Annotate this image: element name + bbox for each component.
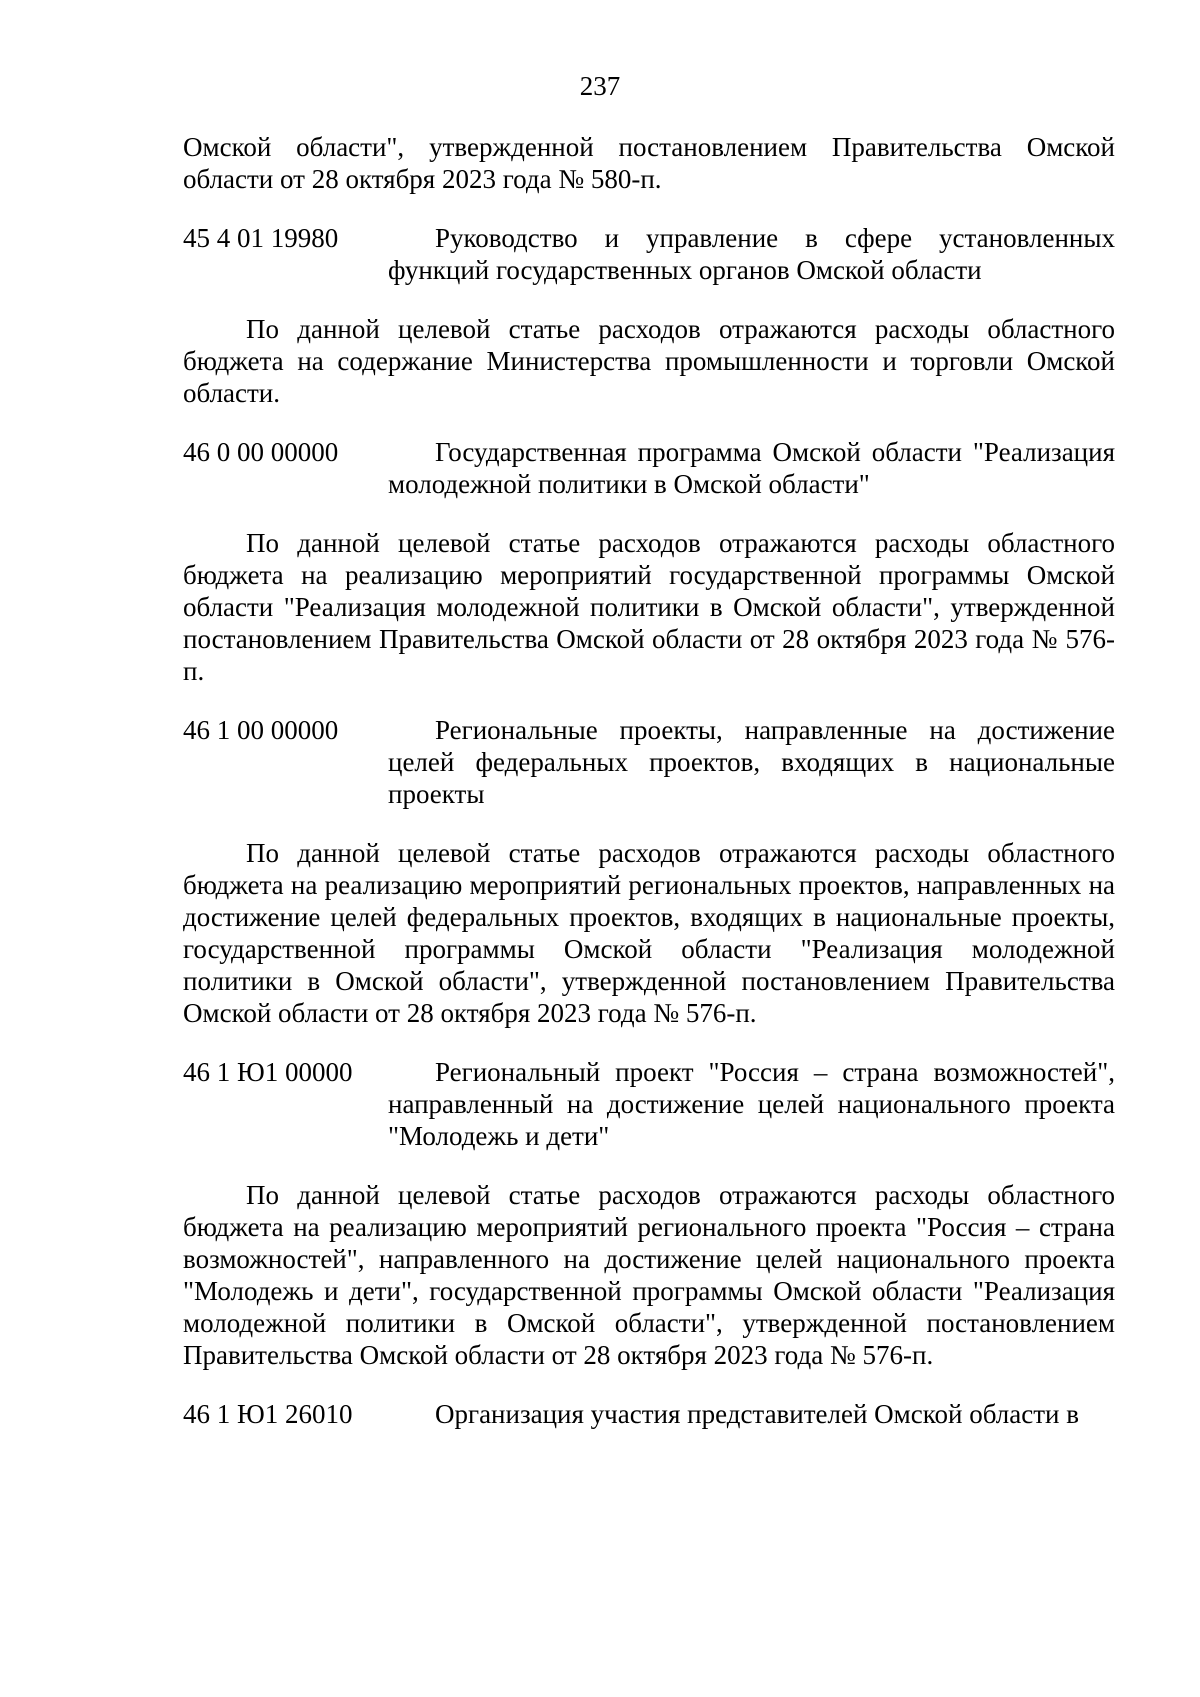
entry-code: 46 0 00 00000 [183, 437, 339, 467]
budget-entry [183, 222, 1115, 286]
entry-code: 46 1 Ю1 26010 [183, 1399, 353, 1429]
budget-entry [183, 1398, 1115, 1430]
paragraph-continuation: Омской области", утвержденной постановлением Правительства Омской области от 28 октября 2023 года № 580-п. [183, 132, 1115, 194]
page-number: 237 [579, 71, 621, 101]
entry-code: 46 1 00 00000 [183, 715, 339, 745]
entry-title: Региональные проекты, направленные на достижение целей федеральных проектов, входящих в национальные проекты [388, 715, 1115, 809]
entry-description: По данной целевой статье расходов отражаются расходы областного бюджета на реализацию мероприятий региональных проектов, направленных на достижение целей федеральных проектов, входящих в национальные проекты, государственной программы Омской области "Реализация молодежной политики в Омской области", утвержденной постановлением Правительства Омской области от 28 октября 2023 года № 576-п. [183, 838, 1115, 1028]
entry-title: Государственная программа Омской области "Реализация молодежной политики в Омской области" [388, 437, 1115, 499]
budget-entry [183, 714, 1115, 810]
entry-title: Региональный проект "Россия – страна возможностей", направленный на достижение целей национального проекта "Молодежь и дети" [388, 1057, 1115, 1151]
budget-entry [183, 436, 1115, 500]
entry-code: 46 1 Ю1 00000 [183, 1057, 353, 1087]
entry-description: По данной целевой статье расходов отражаются расходы областного бюджета на реализацию мероприятий государственной программы Омской области "Реализация молодежной политики в Омской области", утвержденной постановлением Правительства Омской области от 28 октября 2023 года № 576-п. [183, 528, 1115, 686]
entry-title: Организация участия представителей Омской области в [435, 1399, 1079, 1429]
entry-title: Руководство и управление в сфере установленных функций государственных органов Омской области [388, 223, 1115, 285]
entry-code: 45 4 01 19980 [183, 223, 339, 253]
document-body [183, 131, 1115, 1430]
entry-description: По данной целевой статье расходов отражаются расходы областного бюджета на содержание Министерства промышленности и торговли Омской области. [183, 314, 1115, 408]
entry-description: По данной целевой статье расходов отражаются расходы областного бюджета на реализацию мероприятий регионального проекта "Россия – страна возможностей", направленного на достижение целей национального проекта "Молодежь и дети", государственной программы Омской области "Реализация молодежной политики в Омской области", утвержденной постановлением Правительства Омской области от 28 октября 2023 года № 576-п. [183, 1180, 1115, 1370]
budget-entry [183, 1056, 1115, 1152]
